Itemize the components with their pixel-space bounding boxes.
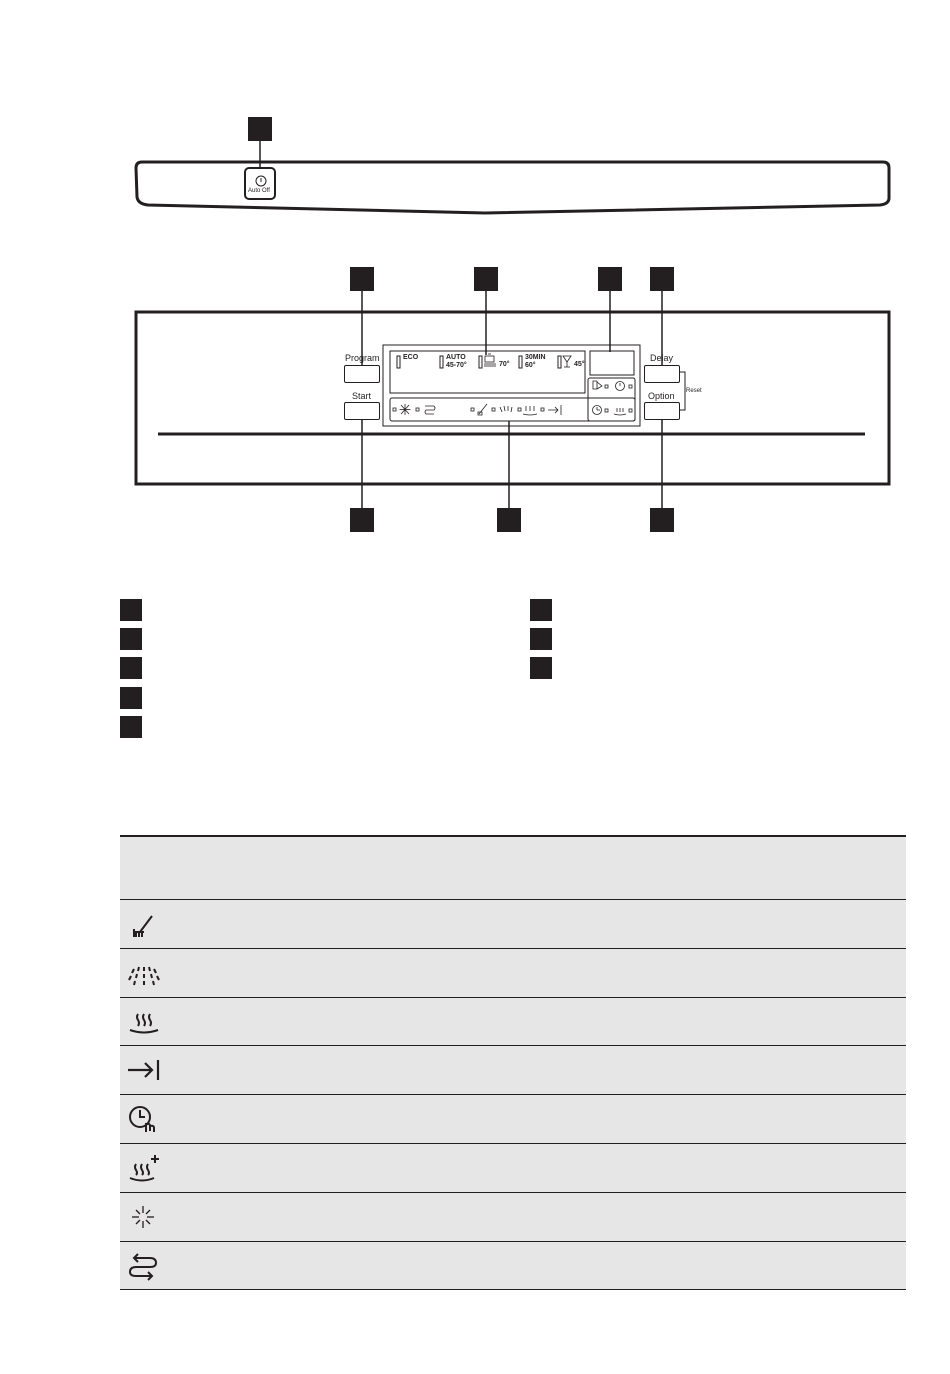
program-auto-label: AUTO [446,354,466,361]
control-panel-drawing [0,0,950,540]
table-row [120,1242,906,1291]
glass-icon [563,356,571,367]
delay-button[interactable] [644,365,680,383]
table-row [120,900,906,949]
option-button[interactable] [644,402,680,420]
legend-marker-5 [120,716,142,738]
legend-marker-2 [120,628,142,650]
auto-off-label: Auto Off [248,188,270,194]
legend-marker-1 [120,599,142,621]
end-arrow-icon [126,1054,160,1086]
legend-marker-7 [530,628,552,650]
start-button-label: Start [352,391,372,401]
table-row [120,1144,906,1193]
table-row [120,1193,906,1242]
start-button[interactable] [344,402,380,420]
time-manager-icon [126,1103,160,1135]
legend-marker-3 [120,657,142,679]
table-row [120,949,906,998]
extra-dry-icon [126,1152,160,1184]
delay-button-label: Delay [650,353,674,363]
legend-marker-8 [530,657,552,679]
option-button-label: Option [648,391,675,401]
salt-regeneration-icon [126,1250,160,1282]
legend-marker-6 [530,599,552,621]
program-button[interactable] [344,365,380,383]
program-auto-temp-label: 45-70° [446,362,467,369]
prewash-brush-icon [126,908,160,940]
table-header [120,835,906,900]
rinse-aid-icon [126,1201,160,1233]
table-row [120,1046,906,1095]
legend-marker-4 [120,687,142,709]
program-button-label: Program [345,353,380,363]
table-row [120,998,906,1047]
program-45-label: 45° [574,361,585,368]
main-wash-spray-icon [126,957,160,989]
small-sparkle-icon [400,404,411,415]
indicator-table [120,835,906,1290]
program-30min-label: 30MIN [525,354,546,361]
program-70-label: 70° [499,361,510,368]
table-row [120,1095,906,1144]
program-eco-label: ECO [403,354,419,361]
pot-icon [484,354,496,366]
reset-label: Reset [686,388,702,394]
program-30min-temp-label: 60° [525,362,536,369]
drying-icon [126,1006,160,1038]
